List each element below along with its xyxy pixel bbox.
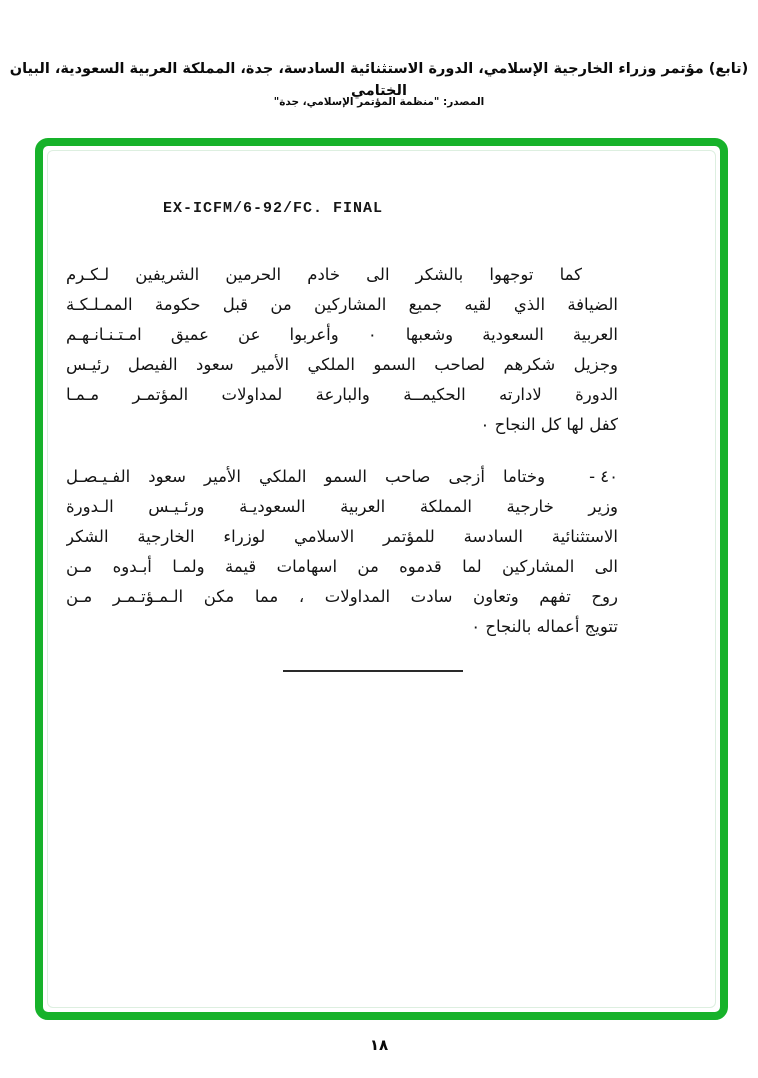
document-frame — [35, 138, 728, 1020]
paragraph-1-line: الضيافة الذي لقيه جميع المشاركين من قبل حكومة الممـلـكـة — [66, 295, 618, 314]
paragraph-40-line: روح تفهم وتعاون سادت المداولات ، مما مكن الـمـؤتـمـر مـن — [66, 587, 618, 606]
document-body — [66, 260, 618, 642]
paragraph-gap — [66, 440, 618, 462]
paragraph-40-line: الاستثنائية السادسة للمؤتمر الاسلامي لوزراء الخارجية الشكر — [66, 527, 618, 546]
paragraph-40-line: تتويج أعماله بالنجاح ٠ — [471, 617, 618, 636]
paragraph-1-line: وجزيل شكرهم لصاحب السمو الملكي الأمير سعود الفيصل رئيـس — [66, 355, 618, 374]
source-line: المصدر: "منظمة المؤتمر الإسلامي، جدة" — [273, 96, 485, 108]
paragraph-40-marker: ٤٠ - — [589, 467, 618, 486]
paragraph-1-line: العربية السعودية وشعبها ٠ وأعربوا عن عميق امـتـنـانـهـم — [66, 325, 618, 344]
paragraph-1-line: كما توجهوا بالشكر الى خادم الحرمين الشريفين لـكـرم — [66, 265, 582, 284]
paragraph-1-line: كفل لها كل النجاح ٠ — [480, 415, 618, 434]
conference-title: (تابع) مؤتمر وزراء الخارجية الإسلامي، الدورة الاستثنائية السادسة، جدة، المملكة العربية السعودية، البيان الختامي — [9, 61, 749, 99]
paragraph-40-line: الى المشاركين لما قدموه من اسهامات قيمة ولمـا أبـدوه مـن — [66, 557, 618, 576]
document-reference: EX-ICFM/6-92/FC. FINAL — [163, 200, 384, 217]
paragraph-40-line: وختاما أزجى صاحب السمو الملكي الأمير سعود الفـيـصـل — [66, 467, 546, 486]
paragraph-1-line: الدورة لادارته الحكيمــة والبارعة لمداولات المؤتمـر مـمـا — [66, 385, 618, 404]
paragraph-40-first-line — [66, 462, 618, 492]
separator-rule — [283, 670, 463, 672]
paragraph-40-line: وزير خارجية المملكة العربية السعوديـة ورئـيـس الـدورة — [66, 497, 618, 516]
page-number: ١٨ — [369, 1036, 389, 1054]
